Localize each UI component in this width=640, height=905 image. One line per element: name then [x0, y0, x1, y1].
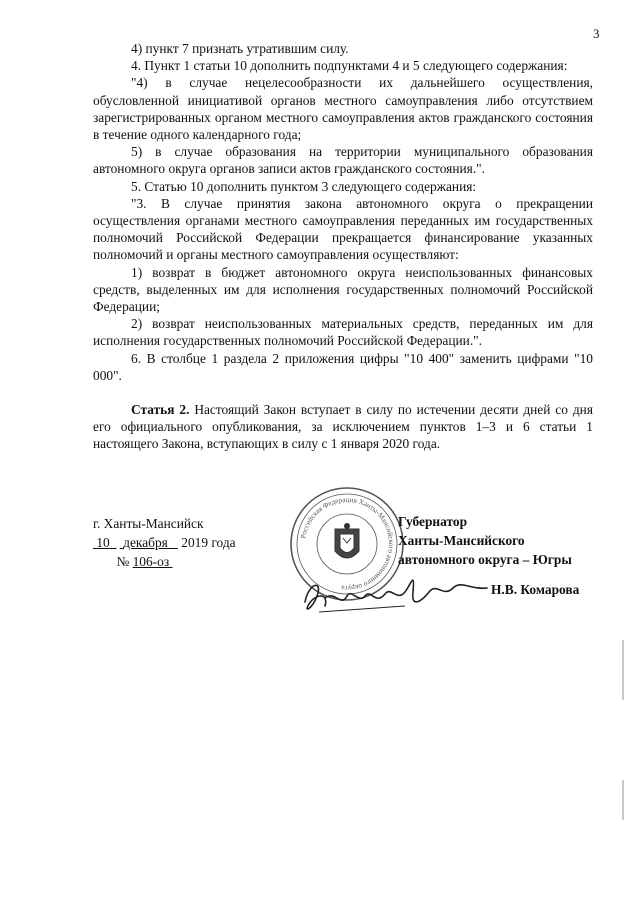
article-2	[93, 401, 593, 453]
number-label: №	[116, 554, 130, 569]
paragraph: 4. Пункт 1 статьи 10 дополнить подпунктами 4 и 5 следующего содержания:	[131, 58, 568, 74]
scan-edge-mark	[622, 780, 624, 820]
paragraph: 5. Статью 10 дополнить пунктом 3 следующего содержания:	[131, 178, 477, 194]
governor-title: Губернатор Ханты-Мансийского автономного округа – Югры	[398, 514, 572, 567]
scan-edge-mark	[622, 640, 624, 700]
paragraph: 1) возврат в бюджет автономного округа неиспользованных финансовых средств, выделенных им для исполнения государственных полномочий Российской Федерации;	[93, 264, 593, 315]
date-line	[93, 533, 236, 552]
law-number-line	[93, 552, 236, 571]
number-value: 106-оз	[132, 554, 170, 569]
governor-name: Н.В. Комарова	[491, 582, 580, 597]
seal-text: Российская Федерация Ханты-Мансийского автономного округа	[299, 495, 396, 593]
coat-of-arms-icon	[335, 524, 359, 559]
date-month: декабря	[123, 535, 168, 550]
paragraph: 4) пункт 7 признать утратившим силу.	[131, 41, 349, 56]
date-day: 10	[96, 535, 110, 550]
place-and-date-block	[93, 514, 236, 571]
article-2-heading: Статья 2.	[131, 402, 190, 418]
paragraph: "4) в случае нецелесообразности их дальнейшего осуществления, обусловленной инициативой органов местного самоуправления либо отсутствием зарегистрированных органом местного самоуправления актов гражданского состояния в течение одного календарного года;	[93, 75, 593, 143]
page-number: 3	[593, 26, 600, 41]
paragraph: 5) в случае образования на территории муниципального образования автономного округа органов записи актов гражданского состояния.".	[93, 144, 593, 177]
paragraph: 6. В столбце 1 раздела 2 приложения цифры "10 400" заменить цифрами "10 000".	[93, 350, 593, 383]
date-year: 2019 года	[181, 535, 236, 550]
handwritten-signature	[295, 562, 495, 622]
paragraph: 2) возврат неиспользованных материальных средств, переданных им для исполнения государственных полномочий Российской Федерации.".	[93, 316, 593, 349]
article-2-text: Настоящий Закон вступает в силу по истечении десяти дней со дня его официального опубликования, за исключением пунктов 1–3 и 6 статьи 1 настоящего Закона, вступающих в силу с 1 января 2020 года.	[93, 402, 593, 452]
law-body-text	[93, 40, 593, 453]
paragraph: "3. В случае принятия закона автономного округа о прекращении осуществления органами местного самоуправления переданных им государственных полномочий Российской Федерации прекращается финансирование указанных полномочий и органы местного самоуправления осуществляют:	[93, 195, 593, 263]
place: г. Ханты-Мансийск	[93, 516, 204, 531]
